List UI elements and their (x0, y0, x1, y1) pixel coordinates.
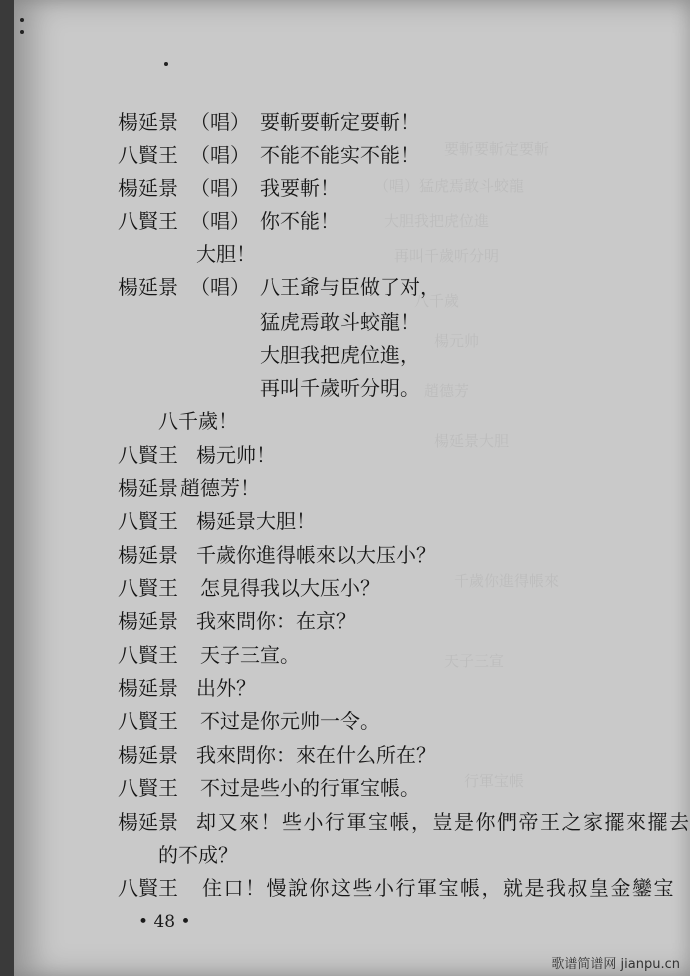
speaker-name: 八賢王 (118, 709, 178, 733)
speaker-name: 楊延景 (118, 810, 178, 834)
page-number: • 48 • (138, 912, 191, 932)
speaker-name: 八賢王 (118, 643, 178, 667)
speaker-name: 楊延景 (118, 743, 178, 767)
speaker-name: 八賢王 (118, 443, 178, 467)
dialogue-text: 大胆我把虎位進， (260, 343, 420, 367)
dialogue-text: 要斬要斬定要斬！ (260, 110, 420, 134)
dialogue-text: 不能不能实不能！ (260, 143, 420, 167)
page-number-text: 48 (153, 912, 176, 932)
speaker-name: 八賢王 (118, 576, 178, 600)
dialogue-text: 住口！慢說你这些小行軍宝帳，就是我叔皇金鑾宝 (202, 876, 675, 900)
speaker-name: 八賢王 (118, 143, 178, 167)
speaker-name: 八賢王 (118, 776, 178, 800)
dialogue-text: 八王爺与臣做了对， (260, 275, 440, 299)
stage-direction: （唱） (190, 275, 250, 299)
dialogue-text: 再叫千歲听分明。 (260, 376, 420, 400)
dialogue-text: 我來問你：在京？ (196, 609, 356, 633)
speaker-name: 楊延景 (118, 543, 178, 567)
dialogue-text: 的不成？ (158, 843, 238, 867)
stage-direction: （唱） (190, 143, 250, 167)
dialogue-text: 你不能！ (260, 209, 340, 233)
speaker-name: 楊延景 (118, 275, 178, 299)
speaker-name: 楊延景 (118, 476, 178, 500)
speaker-name: 楊延景 (118, 110, 178, 134)
dialogue-text: 怎見得我以大压小？ (200, 576, 380, 600)
dialogue-text: 天子三宣。 (200, 643, 300, 667)
speaker-name: 楊延景 (118, 176, 178, 200)
speaker-name: 八賢王 (118, 509, 178, 533)
dialogue-text: 不过是些小的行軍宝帳。 (200, 776, 420, 800)
dialogue-text: 楊延景大胆！ (196, 509, 316, 533)
dialogue-text: 我來問你：來在什么所在？ (196, 743, 436, 767)
book-page: 要斬要斬定要斬 （唱）猛虎焉敢斗蛟龍 大胆我把虎位進 再叫千歲听分明 八千歲 楊元帅 趙德芳 楊延景大胆 千歲你進得帳來 天子三宣 行軍宝帳 (14, 0, 690, 976)
dialogue-text: 大胆！ (196, 242, 256, 266)
dialogue-text: 出外？ (196, 676, 256, 700)
stage-direction: （唱） (190, 176, 250, 200)
dialogue-text: 楊元帅！ (196, 443, 276, 467)
speaker-name: 八賢王 (118, 209, 178, 233)
stage-direction: （唱） (190, 110, 250, 134)
dialogue-text: 趙德芳！ (180, 476, 260, 500)
speaker-name: 楊延景 (118, 609, 178, 633)
dialogue-text: 千歲你進得帳來以大压小？ (196, 543, 436, 567)
dialogue-text: 我要斬！ (260, 176, 340, 200)
speaker-name: 楊延景 (118, 676, 178, 700)
dialogue-text: 八千歲！ (158, 409, 238, 433)
dialogue-text: 却又來！些小行軍宝帳，豈是你們帝王之家擺來擺去 (196, 810, 690, 834)
dialogue-text: 不过是你元帅一令。 (200, 709, 380, 733)
stage-direction: （唱） (190, 209, 250, 233)
dialogue-text: 猛虎焉敢斗蛟龍！ (260, 310, 420, 334)
speaker-name: 八賢王 (118, 876, 178, 900)
site-watermark: 歌谱简谱网 jianpu.cn (551, 957, 680, 972)
